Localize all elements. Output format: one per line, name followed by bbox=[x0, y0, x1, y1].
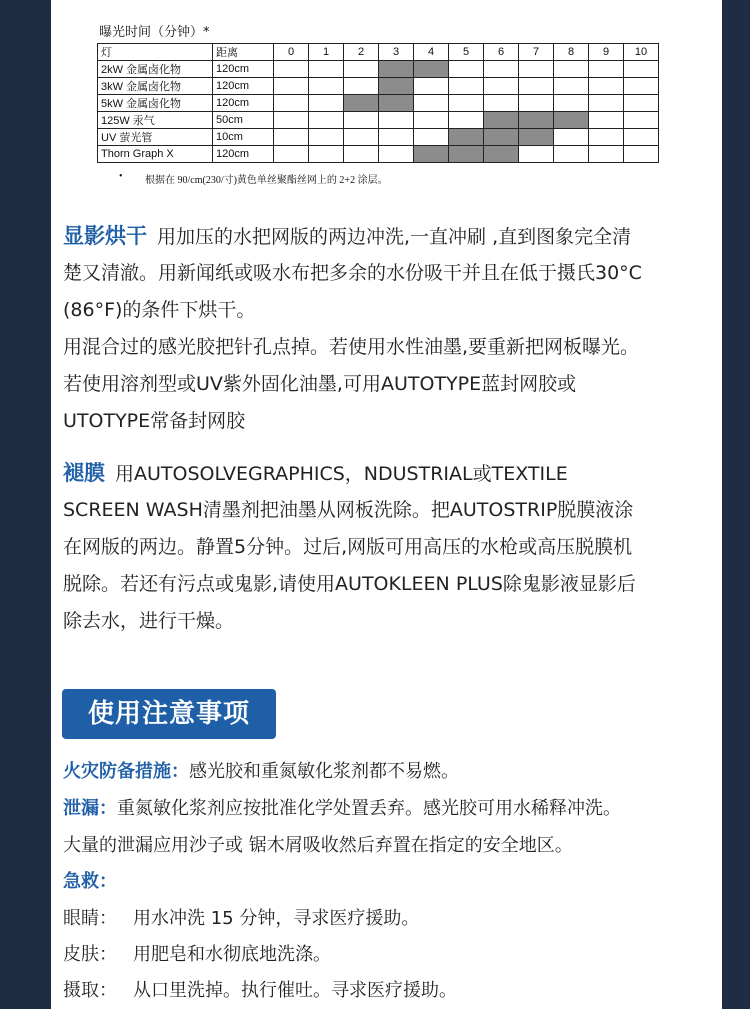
minute-cell bbox=[554, 129, 589, 146]
lamp-cell: UV 萤光管 bbox=[98, 129, 213, 146]
develop-line: 楚又清澈。用新闻纸或吸水布把多余的水份吸干并且在低于摄氏30°C bbox=[63, 262, 642, 284]
minute-cell bbox=[624, 61, 659, 78]
exposure-bar-cell bbox=[519, 129, 554, 146]
minute-header: 4 bbox=[414, 44, 449, 61]
develop-line: 若使用溶剂型或UV紫外固化油墨,可用AUTOTYPE蓝封网胶或 bbox=[63, 373, 577, 395]
minute-cell bbox=[309, 61, 344, 78]
strip-line: 用AUTOSOLVEGRAPHICS，NDUSTRIAL或TEXTILE bbox=[115, 463, 568, 485]
skin-text: 用肥皂和水彻底地洗涤。 bbox=[133, 944, 331, 965]
exposure-row bbox=[98, 61, 659, 78]
minute-cell bbox=[554, 146, 589, 163]
minute-cell bbox=[519, 146, 554, 163]
exposure-bar-cell bbox=[379, 61, 414, 78]
strip-heading: 褪膜 bbox=[63, 461, 105, 485]
distance-cell: 10cm bbox=[213, 129, 274, 146]
exposure-header-row bbox=[98, 44, 659, 61]
minute-cell bbox=[449, 95, 484, 112]
distance-cell: 120cm bbox=[213, 146, 274, 163]
minute-header: 5 bbox=[449, 44, 484, 61]
footnote-bullet: • bbox=[119, 171, 123, 182]
minute-cell bbox=[589, 95, 624, 112]
minute-header: 7 bbox=[519, 44, 554, 61]
minute-cell bbox=[589, 61, 624, 78]
ingest-text: 从口里洗掉。执行催吐。寻求医疗援助。 bbox=[133, 980, 457, 1001]
firstaid-row bbox=[63, 867, 117, 897]
develop-line: 用混合过的感光胶把针孔点掉。若使用水性油墨,要重新把网板曝光。 bbox=[63, 336, 640, 358]
minute-cell bbox=[414, 78, 449, 95]
spill-label: 泄漏： bbox=[63, 798, 117, 819]
distance-header: 距离 bbox=[213, 44, 274, 61]
minute-cell bbox=[624, 95, 659, 112]
minute-cell bbox=[519, 95, 554, 112]
develop-line: (86°F)的条件下烘干。 bbox=[63, 299, 256, 321]
minute-cell bbox=[274, 78, 309, 95]
lamp-cell: 125W 汞气 bbox=[98, 112, 213, 129]
exposure-bar-cell bbox=[484, 146, 519, 163]
minute-cell bbox=[414, 95, 449, 112]
minute-cell bbox=[309, 129, 344, 146]
eyes-text: 用水冲洗 15 分钟，寻求医疗援助。 bbox=[133, 908, 420, 929]
minute-cell bbox=[484, 61, 519, 78]
exposure-row bbox=[98, 112, 659, 129]
ingest-label: 摄取： bbox=[63, 980, 117, 1001]
minute-cell bbox=[309, 95, 344, 112]
document-page bbox=[51, 0, 722, 1009]
footnote-text: 根据在 90/cm(230/寸)黄色单丝聚酯丝网上的 2+2 涂层。 bbox=[145, 175, 388, 186]
ingest-row bbox=[63, 976, 457, 1006]
spill-row-2 bbox=[63, 831, 573, 861]
develop-line: 用加压的水把网版的两边冲洗,一直冲刷 ,直到图象完全清 bbox=[157, 226, 632, 248]
exposure-bar-cell bbox=[379, 78, 414, 95]
minute-cell bbox=[274, 146, 309, 163]
firstaid-label: 急救： bbox=[63, 871, 117, 892]
minute-header: 3 bbox=[379, 44, 414, 61]
minute-cell bbox=[344, 129, 379, 146]
exposure-row bbox=[98, 95, 659, 112]
exposure-bar-cell bbox=[449, 129, 484, 146]
strip-line: 脱除。若还有污点或鬼影,请使用AUTOKLEEN PLUS除鬼影液显影后 bbox=[63, 573, 636, 595]
minute-cell bbox=[484, 95, 519, 112]
minute-cell bbox=[554, 61, 589, 78]
exposure-row bbox=[98, 78, 659, 95]
minute-header: 9 bbox=[589, 44, 624, 61]
precautions-title: 使用注意事项 bbox=[62, 689, 276, 739]
exposure-bar-cell bbox=[414, 61, 449, 78]
strip-line: 在网版的两边。静置5分钟。过后,网版可用高压的水枪或高压脱膜机 bbox=[63, 536, 633, 558]
lamp-cell: 3kW 金属卤化物 bbox=[98, 78, 213, 95]
minute-cell bbox=[379, 129, 414, 146]
minute-cell bbox=[589, 146, 624, 163]
exposure-bar-cell bbox=[554, 112, 589, 129]
minute-cell bbox=[589, 78, 624, 95]
fire-label: 火灾防备措施： bbox=[63, 761, 189, 782]
minute-cell bbox=[414, 129, 449, 146]
distance-cell: 50cm bbox=[213, 112, 274, 129]
minute-cell bbox=[274, 129, 309, 146]
develop-section bbox=[63, 218, 713, 440]
fire-row bbox=[63, 757, 459, 787]
minute-cell bbox=[274, 61, 309, 78]
exposure-bar-cell bbox=[519, 112, 554, 129]
minute-cell bbox=[624, 112, 659, 129]
exposure-row bbox=[98, 129, 659, 146]
distance-cell: 120cm bbox=[213, 78, 274, 95]
exposure-bar-cell bbox=[344, 95, 379, 112]
minute-cell bbox=[449, 61, 484, 78]
exposure-bar-cell bbox=[379, 95, 414, 112]
minute-header: 6 bbox=[484, 44, 519, 61]
exposure-row bbox=[98, 146, 659, 163]
minute-cell bbox=[449, 78, 484, 95]
minute-cell bbox=[344, 61, 379, 78]
minute-cell bbox=[379, 146, 414, 163]
minute-header: 1 bbox=[309, 44, 344, 61]
spill-text: 重氮敏化浆剂应按批准化学处置丢弃。感光胶可用水稀释冲洗。 bbox=[117, 798, 621, 819]
lamp-cell: 2kW 金属卤化物 bbox=[98, 61, 213, 78]
fire-text: 感光胶和重氮敏化浆剂都不易燃。 bbox=[189, 761, 459, 782]
strip-section bbox=[63, 455, 713, 640]
minute-cell bbox=[274, 95, 309, 112]
minute-cell bbox=[414, 112, 449, 129]
lamp-cell: 5kW 金属卤化物 bbox=[98, 95, 213, 112]
lamp-cell: Thorn Graph X bbox=[98, 146, 213, 163]
minute-cell bbox=[624, 146, 659, 163]
strip-line: SCREEN WASH清墨剂把油墨从网板洗除。把AUTOSTRIP脱膜液涂 bbox=[63, 499, 634, 521]
minute-cell bbox=[309, 112, 344, 129]
minute-cell bbox=[274, 112, 309, 129]
skin-label: 皮肤： bbox=[63, 944, 117, 965]
minute-cell bbox=[589, 129, 624, 146]
minute-cell bbox=[344, 112, 379, 129]
minute-cell bbox=[309, 146, 344, 163]
distance-cell: 120cm bbox=[213, 61, 274, 78]
develop-line: UTOTYPE常备封网胶 bbox=[63, 410, 246, 432]
minute-header: 10 bbox=[624, 44, 659, 61]
minute-header: 2 bbox=[344, 44, 379, 61]
minute-cell bbox=[309, 78, 344, 95]
minute-cell bbox=[554, 78, 589, 95]
exposure-bar-cell bbox=[484, 129, 519, 146]
minute-cell bbox=[624, 129, 659, 146]
minute-cell bbox=[344, 146, 379, 163]
spill-text-2: 大量的泄漏应用沙子或 锯木屑吸收然后弃置在指定的安全地区。 bbox=[63, 835, 573, 856]
develop-heading: 显影烘干 bbox=[63, 224, 147, 248]
distance-cell: 120cm bbox=[213, 95, 274, 112]
minute-cell bbox=[589, 112, 624, 129]
minute-cell bbox=[344, 78, 379, 95]
minute-cell bbox=[519, 78, 554, 95]
exposure-title: 曝光时间（分钟）* bbox=[99, 25, 210, 40]
lamp-header: 灯 bbox=[98, 44, 213, 61]
minute-cell bbox=[379, 112, 414, 129]
minute-cell bbox=[484, 78, 519, 95]
spill-row bbox=[63, 794, 621, 824]
skin-row bbox=[63, 940, 331, 970]
exposure-table bbox=[97, 43, 659, 163]
minute-cell bbox=[554, 95, 589, 112]
eyes-label: 眼睛： bbox=[63, 908, 117, 929]
minute-cell bbox=[449, 112, 484, 129]
minute-header: 8 bbox=[554, 44, 589, 61]
minute-cell bbox=[624, 78, 659, 95]
minute-header: 0 bbox=[274, 44, 309, 61]
eyes-row bbox=[63, 904, 419, 934]
exposure-bar-cell bbox=[484, 112, 519, 129]
minute-cell bbox=[519, 61, 554, 78]
exposure-bar-cell bbox=[414, 146, 449, 163]
strip-line: 除去水，进行干燥。 bbox=[63, 610, 235, 632]
exposure-bar-cell bbox=[449, 146, 484, 163]
